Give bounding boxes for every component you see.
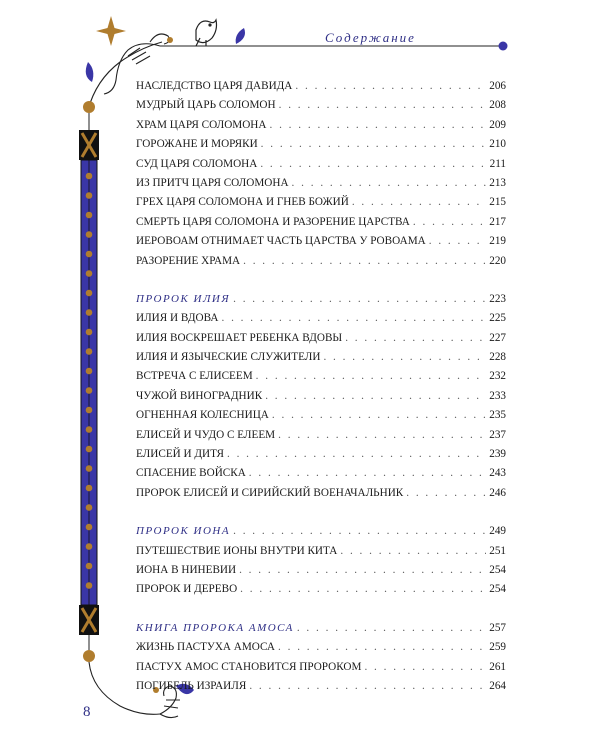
toc-group-gap: [136, 274, 506, 293]
toc-entry-title: ИЕРОВОАМ ОТНИМАЕТ ЧАСТЬ ЦАРСТВА У РОВОАМА: [136, 235, 426, 248]
toc-entry[interactable]: [136, 158, 506, 177]
toc-entry[interactable]: [136, 429, 506, 448]
toc-dot-leader: [240, 583, 486, 595]
band-bead: [86, 173, 93, 180]
toc-entry-title: ИОНА В НИНЕВИИ: [136, 563, 237, 576]
toc-entry-page: 235: [489, 409, 506, 422]
toc-entry-page: 254: [489, 563, 506, 576]
band-bead: [86, 270, 93, 277]
toc-entry[interactable]: [136, 448, 506, 467]
band-bead: [86, 446, 93, 453]
toc-section-heading[interactable]: [136, 293, 506, 312]
toc-entry-title: КНИГА ПРОРОКА АМОСА: [136, 621, 294, 634]
toc-entry-title: ЧУЖОЙ ВИНОГРАДНИК: [136, 389, 263, 402]
toc-entry[interactable]: [136, 661, 506, 680]
toc-entry-title: ГРЕХ ЦАРЯ СОЛОМОНА И ГНЕВ БОЖИЙ: [136, 196, 349, 209]
band-bead: [86, 504, 93, 511]
toc-dot-leader: [260, 158, 486, 170]
band-bead: [86, 309, 93, 316]
toc-entry[interactable]: [136, 138, 506, 157]
toc-entry[interactable]: [136, 487, 506, 506]
toc-entry[interactable]: [136, 99, 506, 118]
toc-entry-page: 219: [489, 235, 506, 248]
toc-entry-title: ЖИЗНЬ ПАСТУХА АМОСА: [136, 641, 276, 654]
toc-entry-page: 223: [489, 292, 506, 305]
band-bead: [86, 212, 93, 219]
toc-entry[interactable]: [136, 351, 506, 370]
band-bead: [86, 348, 93, 355]
toc-entry-title: НАСЛЕДСТВО ЦАРЯ ДАВИДА: [136, 80, 293, 92]
toc-dot-leader: [265, 390, 486, 402]
toc-dot-leader: [249, 467, 486, 479]
toc-entry-page: 243: [489, 467, 506, 480]
toc-dot-leader: [233, 293, 486, 305]
toc-dot-leader: [345, 332, 486, 344]
table-of-contents: [136, 80, 506, 699]
toc-entry-title: ИЗ ПРИТЧ ЦАРЯ СОЛОМОНА: [136, 176, 289, 189]
band-bead: [86, 582, 93, 589]
toc-entry-page: 233: [489, 389, 506, 402]
toc-entry-title: ИЛИЯ И ЯЗЫЧЕСКИЕ СЛУЖИТЕЛИ: [136, 351, 321, 364]
toc-entry[interactable]: [136, 680, 506, 699]
toc-entry[interactable]: [136, 583, 506, 602]
toc-entry-page: 211: [489, 157, 506, 170]
vertical-band: [79, 130, 99, 635]
toc-dot-leader: [269, 119, 486, 131]
toc-entry-title: ПАСТУХ АМОС СТАНОВИТСЯ ПРОРОКОМ: [136, 660, 362, 673]
band-bead: [86, 231, 93, 238]
toc-entry[interactable]: [136, 390, 506, 409]
toc-dot-leader: [261, 138, 487, 150]
toc-dot-leader: [233, 525, 486, 537]
toc-entry-title: СМЕРТЬ ЦАРЯ СОЛОМОНА И РАЗОРЕНИЕ ЦАРСТВА: [136, 215, 410, 228]
band-bead: [86, 485, 93, 492]
band-bead: [86, 192, 93, 199]
toc-entry[interactable]: [136, 370, 506, 389]
header-line-end-dot: [499, 42, 508, 51]
band-bead: [86, 387, 93, 394]
toc-entry-title: ПРОРОК И ДЕРЕВО: [136, 583, 238, 596]
toc-entry[interactable]: [136, 409, 506, 428]
toc-entry-page: 206: [489, 80, 506, 92]
toc-dot-leader: [278, 641, 486, 653]
toc-dot-leader: [221, 312, 486, 324]
toc-dot-leader: [279, 99, 487, 111]
toc-entry-page: 210: [489, 138, 506, 151]
toc-entry-page: 251: [489, 544, 506, 557]
toc-entry[interactable]: [136, 119, 506, 138]
toc-dot-leader: [249, 680, 486, 692]
toc-dot-leader: [352, 196, 486, 208]
toc-entry[interactable]: [136, 196, 506, 215]
bead-dot: [83, 650, 95, 662]
toc-entry-page: 259: [489, 641, 506, 654]
toc-entry-title: ОГНЕННАЯ КОЛЕСНИЦА: [136, 409, 269, 422]
toc-entry[interactable]: [136, 235, 506, 254]
toc-dot-leader: [323, 351, 486, 363]
bead-dot: [83, 101, 95, 113]
bead-dot: [167, 37, 173, 43]
toc-entry[interactable]: [136, 177, 506, 196]
toc-entry-title: ЕЛИСЕЙ И ДИТЯ: [136, 448, 224, 461]
toc-entry-title: ЕЛИСЕЙ И ЧУДО С ЕЛЕЕМ: [136, 428, 276, 441]
toc-entry-page: 257: [489, 621, 506, 634]
toc-entry-title: ПУТЕШЕСТВИЕ ИОНЫ ВНУТРИ КИТА: [136, 544, 338, 557]
toc-dot-leader: [272, 409, 486, 421]
toc-dot-leader: [292, 177, 487, 189]
toc-dot-leader: [364, 661, 486, 673]
star-icon: [96, 16, 126, 46]
toc-dot-leader: [406, 487, 486, 499]
toc-dot-leader: [278, 429, 486, 441]
toc-entry[interactable]: [136, 332, 506, 351]
toc-entry-page: 232: [489, 370, 506, 383]
toc-section-heading[interactable]: [136, 525, 506, 544]
toc-dot-leader: [239, 564, 486, 576]
toc-entry[interactable]: [136, 216, 506, 235]
toc-entry-page: 237: [489, 428, 506, 441]
toc-entry[interactable]: [136, 641, 506, 660]
band-bead: [86, 524, 93, 531]
band-bead: [86, 251, 93, 258]
toc-dot-leader: [429, 235, 486, 247]
page-number: 8: [83, 704, 91, 720]
toc-entry-page: 215: [489, 196, 506, 209]
band-bead: [86, 329, 93, 336]
leaf-icon: [86, 62, 94, 82]
toc-entry-page: 227: [489, 331, 506, 344]
toc-section-heading[interactable]: [136, 622, 506, 641]
toc-entry-title: ПРОРОК ЕЛИСЕЙ И СИРИЙСКИЙ ВОЕНАЧАЛЬНИК: [136, 486, 404, 499]
leaf-icon: [236, 28, 245, 44]
toc-entry-page: 209: [489, 118, 506, 131]
toc-entry-page: 254: [489, 583, 506, 596]
toc-entry[interactable]: [136, 564, 506, 583]
toc-entry-title: РАЗОРЕНИЕ ХРАМА: [136, 254, 241, 267]
toc-entry-page: 249: [489, 525, 506, 538]
toc-entry-page: 228: [489, 351, 506, 364]
band-bead: [86, 563, 93, 570]
toc-entry-title: ПРОРОК ИОНА: [136, 525, 231, 538]
toc-entry-title: ПОГИБЕЛЬ ИЗРАИЛЯ: [136, 679, 247, 692]
toc-dot-leader: [256, 370, 487, 382]
toc-group-gap: [136, 603, 506, 622]
bird-icon: [196, 20, 217, 46]
toc-entry-page: 261: [489, 660, 506, 673]
toc-dot-leader: [297, 622, 486, 634]
toc-entry-title: ПРОРОК ИЛИЯ: [136, 292, 231, 305]
band-bead: [86, 426, 93, 433]
band-bead: [86, 465, 93, 472]
toc-entry-title: ВСТРЕЧА С ЕЛИСЕЕМ: [136, 370, 253, 383]
toc-dot-leader: [295, 80, 486, 92]
toc-entry-title: ИЛИЯ И ВДОВА: [136, 312, 219, 325]
toc-group-gap: [136, 506, 506, 525]
toc-entry[interactable]: [136, 80, 506, 99]
toc-entry-title: ИЛИЯ ВОСКРЕШАЕТ РЕБЕНКА ВДОВЫ: [136, 331, 343, 344]
toc-entry-page: 220: [489, 254, 506, 267]
toc-dot-leader: [243, 255, 486, 267]
band-bead: [86, 368, 93, 375]
toc-entry-page: 217: [489, 215, 506, 228]
toc-entry-title: СУД ЦАРЯ СОЛОМОНА: [136, 157, 258, 170]
toc-entry-page: 225: [489, 312, 506, 325]
toc-entry[interactable]: [136, 467, 506, 486]
toc-entry-title: ХРАМ ЦАРЯ СОЛОМОНА: [136, 118, 267, 131]
toc-entry-page: 264: [489, 679, 506, 692]
toc-entry[interactable]: [136, 312, 506, 331]
toc-entry-page: 213: [489, 176, 506, 189]
toc-entry-page: 239: [489, 448, 506, 461]
toc-dot-leader: [227, 448, 486, 460]
band-bead: [86, 407, 93, 414]
toc-entry-page: 246: [489, 486, 506, 499]
band-bead: [86, 290, 93, 297]
toc-entry-title: ГОРОЖАНЕ И МОРЯКИ: [136, 138, 258, 151]
toc-dot-leader: [413, 216, 486, 228]
toc-entry-title: СПАСЕНИЕ ВОЙСКА: [136, 467, 246, 480]
toc-entry-page: 208: [489, 99, 506, 112]
toc-entry[interactable]: [136, 255, 506, 274]
toc-entry[interactable]: [136, 545, 506, 564]
page-title: Содержание: [325, 30, 416, 45]
toc-dot-leader: [340, 545, 486, 557]
band-bead: [86, 543, 93, 550]
toc-entry-title: МУДРЫЙ ЦАРЬ СОЛОМОН: [136, 99, 276, 112]
